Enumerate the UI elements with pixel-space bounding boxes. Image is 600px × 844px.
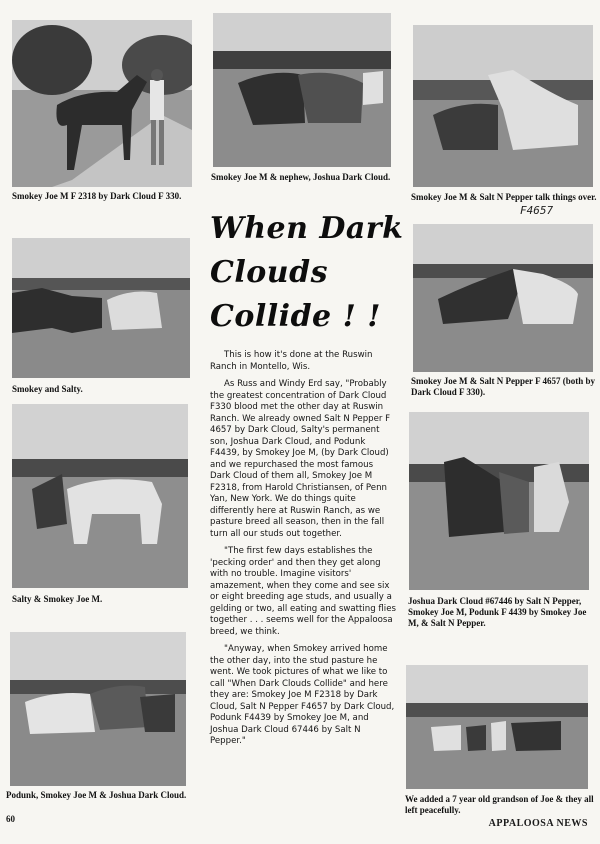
- article-paragraph-1: This is how it's done at the Ruswin Ranch in Montello, Wis.: [210, 350, 373, 372]
- article-title: [210, 207, 405, 339]
- handwritten-note: F4657: [520, 204, 554, 217]
- caption-photo-2: Smokey Joe M & nephew, Joshua Dark Cloud.: [211, 172, 391, 182]
- photo-joshua-dark-cloud-group: [409, 412, 589, 590]
- photo-smokey-joe-salt-n-pepper-talk: [413, 25, 593, 187]
- photo-smokey-joe-salt-n-pepper: [413, 224, 593, 372]
- caption-photo-9: We added a 7 year old grandson of Joe & they all left peacefully.: [405, 794, 594, 815]
- photo-grandson-group: [406, 665, 588, 789]
- title-line-1: When Dark: [210, 211, 404, 246]
- caption-photo-6: Salty & Smokey Joe M.: [12, 594, 103, 604]
- photo-smokey-joe-and-nephew: [213, 13, 391, 167]
- article-paragraph-3: "The first few days establishes the 'pecking order' and then they get along with no trouble. Imagine visitors' amazement, when they come and see six or eight breeding age studs, and usually a gelding or two, all eating and swatting flies together . . . seems well for the Appaloosa breed, we think.: [210, 546, 396, 637]
- photo-smokey-joe-with-handler: [12, 20, 192, 187]
- magazine-name: APPALOOSA NEWS: [488, 818, 588, 829]
- caption-photo-3: Smokey Joe M & Salt N Pepper talk things over.: [411, 192, 597, 202]
- article-paragraph-2: As Russ and Windy Erd say, "Probably the greatest concentration of Dark Cloud F330 blood met the other day at Ruswin Ranch. We already owned Salt N Pepper F 4657 by Dark Cloud, Salty's permanent son, Joshua Dark Cloud, and Podunk F4439, by Smokey Joe M, (by Dark Cloud) and we repurchased the most famous Dark Cloud of them all, Smokey Joe M F2318, from Harold Christiansen, of Penn Yan, New York. We do things quite differently here at Ruswin Ranch, as we pasture breed all season, then in the fall turn all our studs out together.: [210, 379, 391, 539]
- title-line-2: Clouds: [210, 255, 328, 290]
- photo-podunk-smokey-joshua: [10, 632, 186, 786]
- photo-smokey-and-salty: [12, 238, 190, 378]
- caption-photo-7: Joshua Dark Cloud #67446 by Salt N Pepper, Smokey Joe M, Podunk F 4439 by Smokey Joe M, & Salt N Pepper.: [408, 596, 587, 628]
- photo-salty-and-smokey: [12, 404, 188, 588]
- caption-photo-5: Smokey Joe M & Salt N Pepper F 4657 (both by Dark Cloud F 330).: [411, 376, 595, 397]
- caption-photo-8: Podunk, Smokey Joe M & Joshua Dark Cloud.: [6, 790, 187, 800]
- title-line-3: Collide ! !: [210, 299, 381, 334]
- article-paragraph-4: "Anyway, when Smokey arrived home the other day, into the stud pasture he went. We took pictures of what we like to call "When Dark Clouds Collide" and here they are: Smokey Joe M F2318 by Dark Cloud, Salt N Pepper F4657 by Dark Cloud, Podunk F4439 by Smokey Joe M, and Joshua Dark Cloud 67446 by Salt N Pepper.": [210, 644, 395, 746]
- caption-photo-4: Smokey and Salty.: [12, 384, 83, 394]
- caption-photo-1: Smokey Joe M F 2318 by Dark Cloud F 330.: [12, 191, 182, 201]
- article-body: [210, 350, 396, 754]
- page-number: 60: [6, 814, 15, 824]
